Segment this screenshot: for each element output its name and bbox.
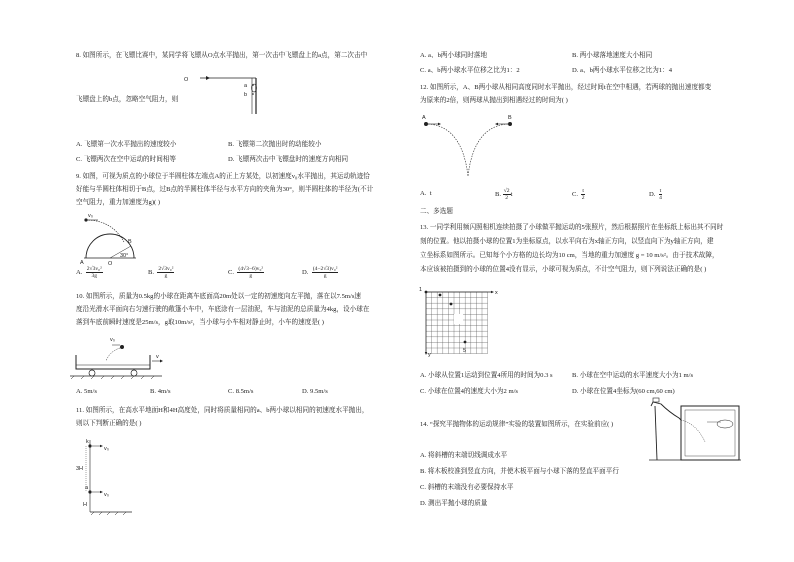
q12-option-c: C. $\frac{t}{2}$	[572, 188, 585, 201]
q9-option-d: D. $\frac{\text{(4−2√3)v₀²}}{g}$	[302, 266, 338, 279]
q11-label-a: a	[85, 485, 89, 491]
q13-option-b: B. 小球在空中运动的水平速度大小为1 m/s	[572, 372, 694, 379]
q12-label-B: B	[508, 115, 512, 121]
q9-option-c: C. $\frac{\text{(4√3−6)v₀²}}{g}$	[228, 266, 264, 279]
q13-label-point5: 5	[463, 348, 467, 354]
q11-label-v0-a: v₀	[104, 446, 110, 452]
q11-option-c: C. a、b两小球水平位移之比为1：2	[420, 67, 520, 74]
right-column	[397, 0, 794, 562]
q13-grid-figure	[419, 286, 499, 358]
q12-figure	[420, 112, 520, 180]
q10-option-b: B. 4m/s	[150, 388, 171, 395]
q14-option-b: B. 将木板校准到竖直方向，并使木板平面与小球下落的竖直平面平行	[420, 468, 619, 475]
q13-text-line3: 立坐标系如图所示。已知每个小方格的边长均为10 cm，当地的重力加速度 g = 10 m/s²。由于技术故障，	[420, 252, 719, 259]
q9-figure	[76, 212, 138, 267]
q11-label-v0-b: v₀	[104, 492, 110, 498]
q13-label-y: y	[428, 352, 431, 358]
q11-text-line1: 11. 如图所示，在高水平地面H和4H高度处，同时将质量相同的a、b两小球以相同的初速度水平抛出，	[76, 407, 369, 414]
q10-text-line1: 10. 如图所示，质量为0.5kg的小球在距离车底面高20m处以一定的初速度向左平抛，落在以7.5m/s速	[76, 293, 361, 300]
q10-label-v: v	[156, 354, 159, 360]
q13-label-origin: 1	[419, 287, 423, 293]
q9-option-a: A. $\frac{\text{2√3v₀²}}{3g}$	[76, 266, 102, 279]
q10-option-a: A. 5m/s	[76, 388, 97, 395]
q8-label-O: O	[184, 77, 189, 83]
q12-option-a: A. t	[420, 190, 432, 197]
q13-text-line4: 本应该被拍摄到的小球的位置4没有显示，小球可视为质点，不计空气阻力，则下列说法正确的是( )	[420, 266, 707, 273]
q12-text-line1: 12. 如图所示，A、B两小球从相同高度同时水平抛出，经过时间t在空中相遇，若两球的抛出速度都变	[420, 84, 712, 91]
q11-label-3H: 3H	[76, 466, 84, 472]
q10-figure	[70, 335, 166, 380]
q11-option-a: A. a、b两小球同时落地	[420, 52, 488, 59]
q8-option-d: D. 飞镖两次击中飞镖盘时的速度方向相同	[228, 156, 349, 163]
q11-figure	[76, 436, 136, 516]
q8-text-line2: 飞镖盘上的b点，忽略空气阻力，则	[76, 96, 179, 103]
q14-option-d: D. 测出平抛小球的质量	[420, 500, 488, 507]
q14-text-line1: 14. “探究平抛物体的运动规律”实验的装置如图所示，在实验前应( )	[420, 421, 614, 428]
q11-label-k: k	[86, 439, 89, 445]
q9-option-b: B. $\frac{\text{2√3v₀²}}{g}$	[148, 266, 174, 279]
q13-option-a: A. 小球从位置1运动到位置4所用的时间为0.3 s	[420, 372, 553, 379]
q9-text-line2: 好能与半圆柱体相切于B点，过B点的半圆柱体半径与水平方向的夹角为30°，则半圆柱体的半径为(不计	[76, 186, 374, 193]
q9-text-line3: 空气阻力，重力加速度为g)( )	[76, 199, 161, 206]
q9-label-v0: v₀	[88, 213, 94, 219]
q13-option-d: D. 小球在位置4坐标为(60 cm,60 cm)	[572, 388, 675, 395]
q14-apparatus-figure	[647, 398, 743, 464]
q9-text-line1: 9. 如图，可视为质点的小球位于半圆柱体左端点A的正上方某处，以初速度v₀水平抛出，其运动轨迹恰	[76, 173, 370, 180]
q8-option-a: A. 飞镖第一次水平抛出的速度较小	[76, 141, 177, 148]
q8-option-b: B. 飞镖第二次抛出时的动能较小	[228, 141, 322, 148]
q13-text-line1: 13. 一同学利用频闪照相机连续拍摄了小球做平抛运动的5张照片，然后根据照片在坐标纸上标出其不同时	[420, 224, 724, 231]
q9-label-angle: 30°	[120, 253, 129, 259]
q10-text-line2: 度沿光滑水平面向右匀速行驶的敞篷小车中，车底涂有一层油泥，车与油泥的总质量为4kg，设小球在	[76, 306, 370, 313]
section-heading-multiple-choice: 二、多选题	[420, 208, 453, 215]
q13-text-line2: 刻的位置。他以拍摄小球的位置1为坐标原点，以水平向右为x轴正方向，以竖直向下为y轴正方向，建	[420, 238, 714, 245]
q12-option-b: B. $\frac{√2}{2}$ t	[495, 188, 513, 201]
q13-label-x: x	[495, 290, 498, 296]
q11-text-line2: 则以下判断正确的是( )	[76, 420, 142, 427]
q8-figure	[180, 74, 260, 116]
q9-label-B: B	[128, 239, 132, 245]
q12-text-line2: 为原来的2倍，则两球从抛出到相遇经过的时间为( )	[420, 97, 568, 104]
q8-text-line1: 8. 如图所示，在飞镖比赛中，某同学将飞镖从O点水平抛出，第一次击中飞镖盘上的a点，第二次击中	[76, 52, 368, 59]
q10-option-d: D. 9.5m/s	[302, 388, 328, 395]
q8-label-a: a	[244, 83, 248, 89]
q14-option-c: C. 斜槽的末端没有必要保持水平	[420, 484, 514, 491]
q11-label-H: H	[83, 502, 87, 508]
q10-text-line3: 落到车底前瞬时速度是25m/s，g取10m/s²，当小球与小车相对静止时，小车的速度是( )	[76, 319, 324, 326]
q11-option-d: D. a、b两小球水平位移之比为1：4	[572, 67, 673, 74]
q9-label-A: A	[80, 260, 84, 266]
q12-option-d: D. $\frac{t}{4}$	[649, 188, 662, 201]
q9-label-O: O	[108, 261, 113, 267]
q10-option-c: C. 8.5m/s	[228, 388, 254, 395]
q12-label-A: A	[422, 115, 426, 121]
q14-option-a: A. 将斜槽的末端切线调成水平	[420, 452, 508, 459]
q10-label-v0: v₀	[110, 337, 116, 343]
q8-option-c: C. 飞镖两次在空中运动的时间相等	[76, 156, 177, 163]
q11-option-b: B. 两小球落地速度大小相同	[572, 52, 653, 59]
q13-option-c: C. 小球在位置4的速度大小为2 m/s	[420, 388, 518, 395]
q8-label-b: b	[244, 92, 248, 98]
